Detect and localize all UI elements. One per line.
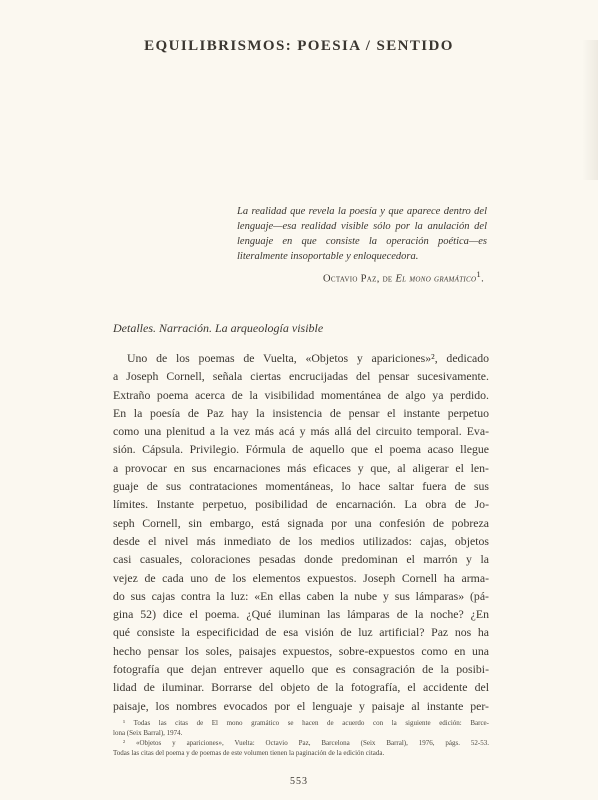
epigraph-text: La realidad que revela la poesía y que aparece dentro del lenguaje—esa realidad visible sólo por la anulación del lenguaje en que consiste la operación poética—es literalmente insoportable y enloquecedora.	[237, 206, 487, 262]
footnote-line: ¹ Todas las citas de El mono gramático se hacen de acuerdo con la siguiente edición: Barce-	[123, 719, 489, 727]
footnote-line: lona (Seix Barral), 1974.	[113, 729, 183, 737]
body-line: vejez de cada uno de los elementos expuestos. Joseph Cornell ha arma-	[113, 570, 489, 585]
body-line: como una plenitud a la vez más acá y más allá del circuito temporal. Eva-	[113, 424, 489, 439]
footnote-ref: 1	[476, 269, 482, 279]
page-number: 553	[290, 776, 308, 787]
body-line: sión. Cápsula. Privilegio. Fórmula de aquello que el poema acaso llegue	[113, 442, 489, 457]
body-line: a Joseph Cornell, señala ciertas encrucijadas del pensar sucesivamente.	[113, 369, 489, 384]
body-line: casi casuales, coloraciones pesadas donde predominan el marrón y la	[113, 552, 489, 567]
facing-page-shadow	[582, 40, 598, 180]
body-line: fotografía que dejan entrever aquello que es consagración de la posibi-	[113, 662, 489, 677]
body-line: Extraño poema acerca de la visibilidad momentánea de algo ya perdido.	[113, 387, 489, 402]
body-line: Uno de los poemas de Vuelta, «Objetos y apariciones»², dedicado	[127, 351, 489, 365]
footnote-line: Todas las citas del poema y de poemas de este volumen tienen la paginación de la edición citada.	[113, 749, 385, 757]
epigraph-attribution: Octavio Paz, de El mono gramático$^1$.	[323, 269, 484, 285]
body-line: qué consiste la especificidad de esa visión de luz artificial? Paz nos ha	[113, 625, 489, 640]
epigraph-source: El mono gramático	[395, 273, 477, 285]
section-heading: Detalles. Narración. La arqueología visible	[113, 321, 324, 335]
body-line: gina 52) dice el poema. ¿Qué iluminan las lámparas de la noche? ¿En	[113, 607, 489, 622]
body-line: guaje de sus contrataciones momentáneas, lo hace saltar fuera de sus	[113, 479, 489, 494]
body-line: lidad de iluminar. Borrarse del objeto de la fotografía, el accidente del	[113, 680, 489, 695]
epigraph	[237, 204, 487, 264]
body-line: hecho pensar los soles, paisajes expuestos, sobre-expuestos como en una	[113, 643, 489, 658]
running-header: EQUILIBRISMOS: POESIA / SENTIDO	[144, 38, 454, 54]
body-line: desde el nivel más inmediato de los medios utilizados: cajas, objetos	[113, 533, 489, 548]
epigraph-author: Octavio Paz	[323, 273, 377, 285]
footnotes	[113, 718, 489, 758]
body-line: límites. Instante perpetuo, posibilidad de encarnación. La obra de Jo-	[113, 497, 489, 512]
body-line: En la poesía de Paz hay la insistencia de pensar el instante perpetuo	[113, 405, 489, 420]
footnote-line: ² «Objetos y apariciones», Vuelta: Octavio Paz, Barcelona (Seix Barral), 1976, págs. 52-53.	[123, 739, 489, 747]
body-line: a provocar en sus encarnaciones más eficaces y que, al aligerar el len-	[113, 460, 489, 475]
body-line: seph Cornell, sin embargo, está signada por una confesión de pobreza	[113, 515, 489, 530]
body-line: do sus cajas contra la luz: «En ellas caben la nube y sus lámparas» (pá-	[113, 588, 489, 603]
body-line: paisaje, los nombres evocados por el lenguaje y paisaje al instante per-	[113, 698, 489, 713]
body-text	[113, 349, 489, 715]
